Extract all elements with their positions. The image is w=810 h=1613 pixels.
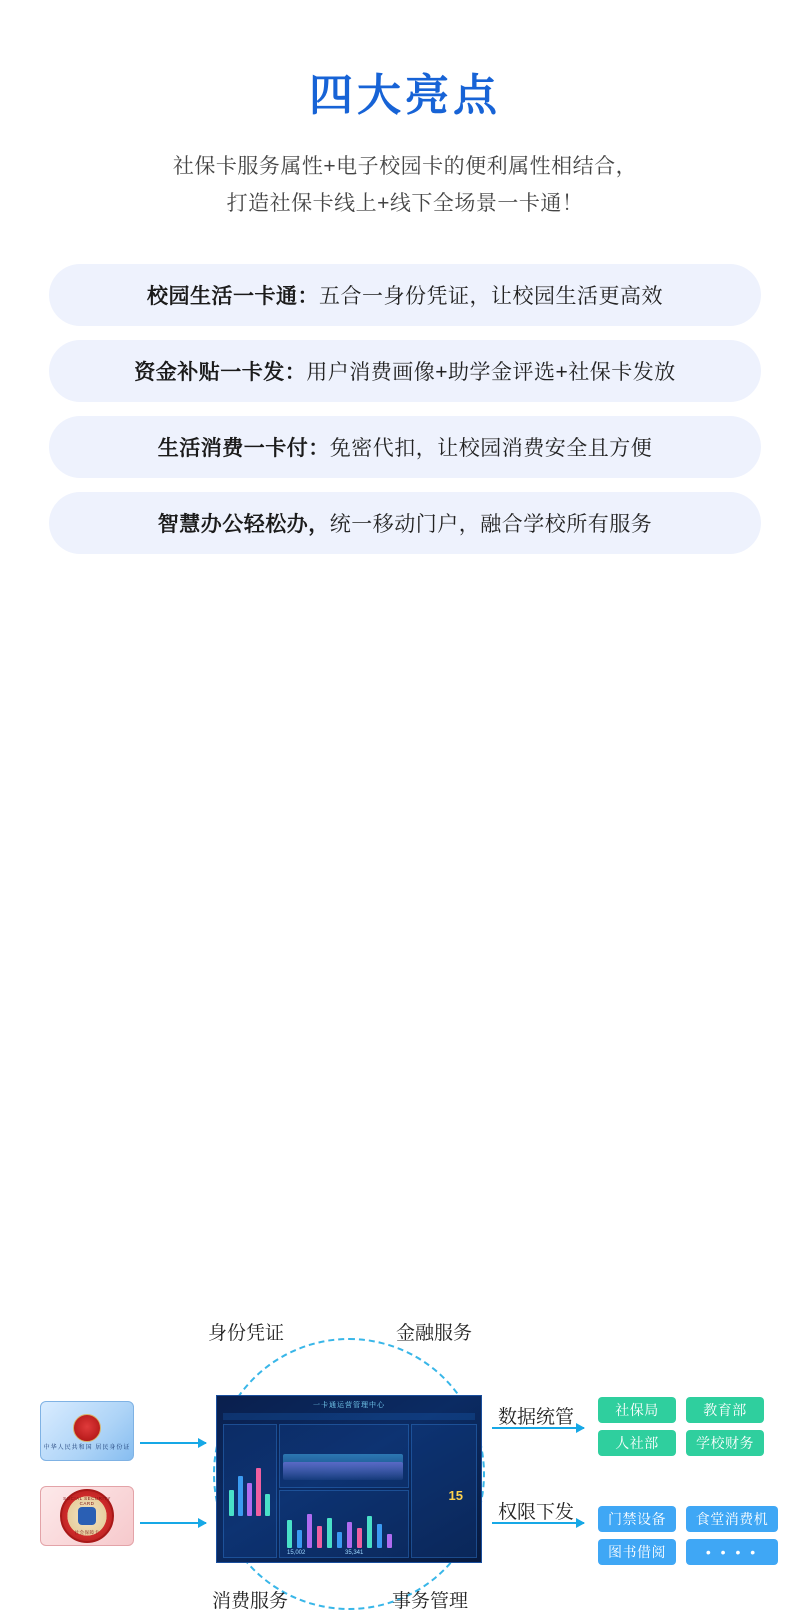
ring-label-consume: 消费服务	[212, 1591, 289, 1613]
dashboard-bar	[367, 1516, 372, 1548]
highlight-lead: 生活消费一卡付：	[157, 437, 330, 461]
dashboard-trend-area	[283, 1462, 403, 1480]
seal-core-shape	[78, 1507, 96, 1525]
highlight-item	[49, 264, 761, 326]
dashboard-bar	[238, 1476, 243, 1516]
tag-data-4: 学校财务	[686, 1430, 764, 1456]
dashboard-stat-right: 35,341	[345, 1550, 364, 1557]
national-emblem-icon	[73, 1414, 101, 1442]
highlight-lead: 资金补贴一卡发：	[134, 361, 307, 385]
dashboard-bar	[229, 1490, 234, 1516]
dashboard-bar	[357, 1528, 362, 1548]
dashboard-panel-status	[411, 1424, 477, 1558]
highlight-item	[49, 416, 761, 478]
dashboard-kpi-strip	[223, 1413, 475, 1420]
dashboard-bar	[387, 1534, 392, 1548]
tag-permission-4: • • • •	[686, 1539, 778, 1565]
dashboard-bar	[327, 1518, 332, 1548]
social-security-seal-icon	[60, 1489, 114, 1543]
highlight-item	[49, 492, 761, 554]
dashboard-panel-usage	[279, 1490, 409, 1558]
social-security-card-graphic	[40, 1486, 134, 1546]
dashboard-bar	[265, 1494, 270, 1516]
highlight-rest: 五合一身份凭证，让校园生活更高效	[319, 285, 663, 309]
ring-label-identity: 身份凭证	[208, 1323, 285, 1345]
tag-permission-3: 图书借阅	[598, 1539, 676, 1565]
arrow-id-card-to-platform	[140, 1442, 206, 1444]
dashboard-bar	[297, 1530, 302, 1548]
highlight-lead: 智慧办公轻松办，	[157, 513, 330, 537]
operations-dashboard-preview	[216, 1395, 482, 1563]
ring-label-affairs: 事务管理	[392, 1591, 469, 1613]
dashboard-bar	[337, 1532, 342, 1548]
id-card-label: 中华人民共和国 居民身份证	[43, 1445, 131, 1452]
dashboard-bar	[347, 1522, 352, 1548]
flow-label-data-governance: 数据统管	[498, 1407, 575, 1429]
highlight-item	[49, 340, 761, 402]
architecture-diagram	[0, 612, 810, 1613]
subtitle-line-1: 社保卡服务属性+电子校园卡的便利属性相结合，	[172, 154, 638, 178]
highlight-rest: 用户消费画像+助学金评选+社保卡发放	[306, 361, 676, 385]
page-header	[0, 0, 810, 222]
highlight-list	[49, 264, 761, 554]
dashboard-bar	[247, 1483, 252, 1516]
flow-label-permission: 权限下发	[498, 1502, 575, 1524]
dashboard-bar	[256, 1468, 261, 1516]
ring-label-finance: 金融服务	[396, 1323, 473, 1345]
tag-permission-2: 食堂消费机	[686, 1506, 778, 1532]
seal-bottom-label: 社会保障卡	[74, 1530, 100, 1536]
subtitle-line-2: 打造社保卡线上+线下全场景一卡通！	[226, 191, 584, 215]
highlight-rest: 统一移动门户，融合学校所有服务	[329, 513, 653, 537]
dashboard-bar	[317, 1526, 322, 1548]
highlight-lead: 校园生活一卡通：	[147, 285, 319, 309]
highlight-rest: 免密代扣，让校园消费安全且方便	[329, 437, 653, 461]
seal-top-label: SOCIAL SECURITY CARD	[63, 1496, 111, 1507]
dashboard-bar	[377, 1524, 382, 1548]
dashboard-stat-left: 15,002	[287, 1550, 306, 1557]
dashboard-gauge-value: 15	[448, 1488, 463, 1504]
id-card-graphic	[40, 1401, 134, 1461]
dashboard-title: 一卡通运营管理中心	[313, 1402, 385, 1410]
tag-permission-1: 门禁设备	[598, 1506, 676, 1532]
tag-data-3: 人社部	[598, 1430, 676, 1456]
dashboard-bar	[287, 1520, 292, 1548]
tag-data-1: 社保局	[598, 1397, 676, 1423]
page-title: 四大亮点	[309, 71, 501, 120]
dashboard-bar	[307, 1514, 312, 1548]
tag-data-2: 教育部	[686, 1397, 764, 1423]
arrow-ss-card-to-platform	[140, 1522, 206, 1524]
page-subtitle	[95, 149, 715, 223]
